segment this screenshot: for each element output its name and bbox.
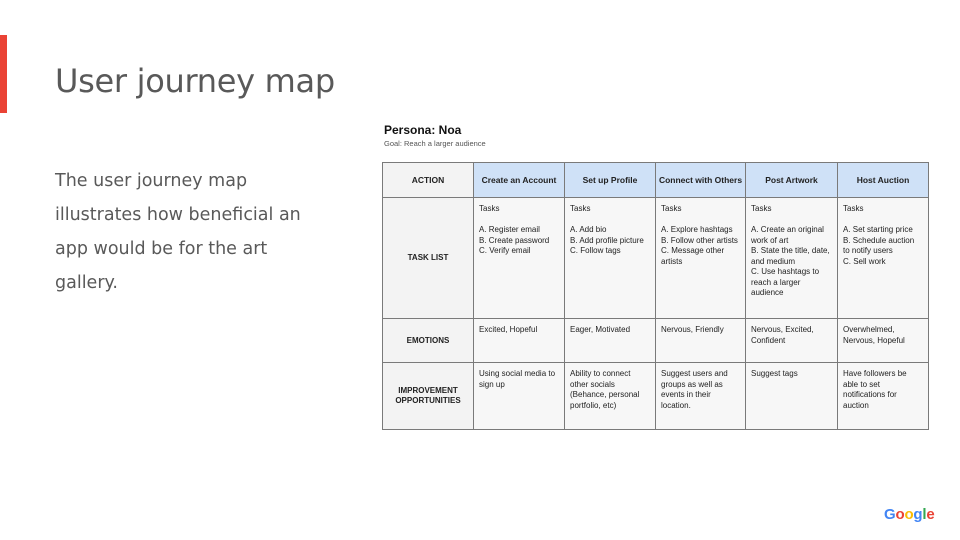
emotion-cell: Nervous, Friendly [656,319,746,363]
improvement-cell: Using social media to sign up [474,363,565,430]
row-label-emotions: EMOTIONS [383,319,474,363]
task-cell [565,198,656,319]
column-header: Connect with Others [656,163,746,198]
task-line: Tasks [751,204,772,213]
task-line: A. Register email [479,225,540,234]
row-label-task-list: TASK LIST [383,198,474,319]
task-line: C. Message other artists [661,246,725,266]
row-label-improvement: IMPROVEMENT OPPORTUNITIES [383,363,474,430]
column-header: Host Auction [838,163,929,198]
task-line: A. Create an original work of art [751,225,824,245]
logo-letter: g [913,506,923,523]
table-row-emotions [383,319,929,363]
logo-letter: G [884,506,896,523]
column-header: Create an Account [474,163,565,198]
improvement-cell: Suggest tags [746,363,838,430]
header-action: ACTION [383,163,474,198]
task-cell [474,198,565,319]
slide-title: User journey map [55,62,335,100]
task-line: B. Add profile picture [570,235,644,245]
emotion-cell: Nervous, Excited, Confident [746,319,838,363]
task-line: B. State the title, date, and medium [751,246,830,266]
table-header-row [383,163,929,198]
task-line: C. Follow tags [570,246,621,255]
task-line: A. Add bio [570,225,607,234]
emotion-cell: Overwhelmed, Nervous, Hopeful [838,319,929,363]
logo-letter: l [922,506,927,523]
column-header: Set up Profile [565,163,656,198]
task-gap [751,215,832,226]
column-header: Post Artwork [746,163,838,198]
task-gap [661,215,740,226]
task-line: Tasks [843,204,864,213]
accent-bar [0,35,7,113]
task-line: B. Follow other artists [661,235,738,245]
logo-letter: o [904,506,914,523]
improvement-cell: Ability to connect other socials (Behance, personal portfolio, etc) [565,363,656,430]
google-logo [884,506,935,523]
persona-header [384,122,486,149]
task-cell [838,198,929,319]
task-cell [746,198,838,319]
task-gap [570,215,650,226]
task-line: C. Sell work [843,256,886,266]
task-gap [479,215,559,226]
task-line: Tasks [661,204,682,213]
task-line: Tasks [570,204,591,213]
task-gap [843,215,923,226]
logo-letter: o [895,506,905,523]
improvement-cell: Suggest users and groups as well as events in their location. [656,363,746,430]
persona-title: Persona: Noa [384,123,462,137]
task-line: B. Create password [479,235,550,245]
task-line: A. Set starting price [843,225,913,234]
logo-letter: e [926,506,935,523]
task-line: C. Use hashtags to reach a larger audience [751,267,820,297]
improvement-cell: Have followers be able to set notifications for auction [838,363,929,430]
task-line: A. Explore hashtags [661,225,733,234]
persona-goal: Goal: Reach a larger audience [384,139,486,148]
journey-map-table [382,162,929,430]
slide-body-text: The user journey map illustrates how beneficial an app would be for the art gallery. [55,171,301,293]
task-cell [656,198,746,319]
task-line: B. Schedule auction to notify users [843,235,915,255]
emotion-cell: Eager, Motivated [565,319,656,363]
task-line: Tasks [479,204,500,213]
table-row-improvement [383,363,929,430]
table-row-tasks [383,198,929,319]
task-line: C. Verify email [479,246,531,255]
emotion-cell: Excited, Hopeful [474,319,565,363]
